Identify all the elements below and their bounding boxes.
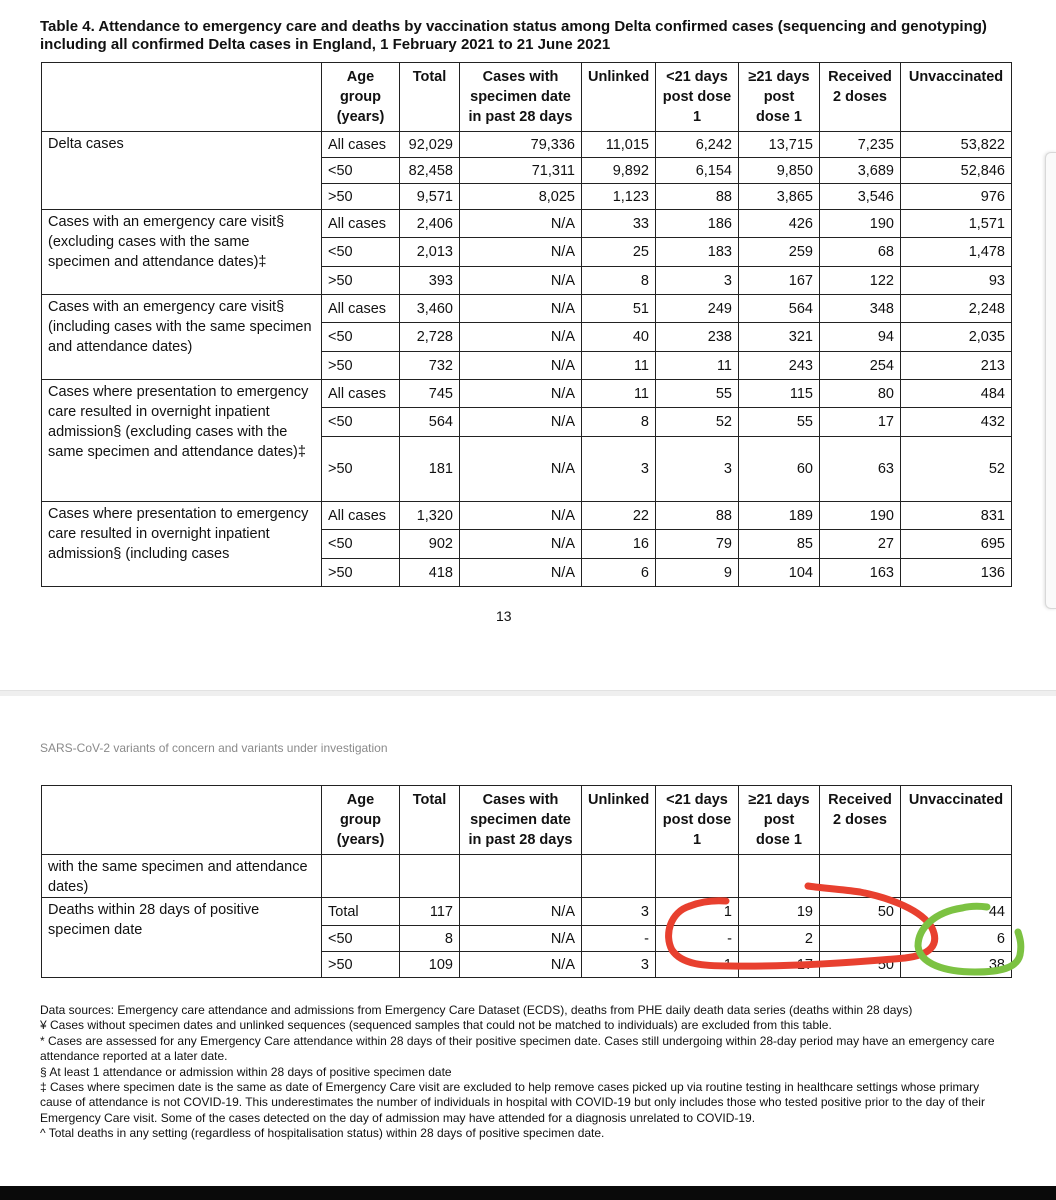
age-group-cell: >50 [322,559,400,587]
value-cell: 167 [739,267,820,295]
age-group-cell: <50 [322,158,400,184]
column-header: Unlinked [582,786,656,855]
value-cell: 745 [400,380,460,408]
value-cell: 8,025 [460,184,582,210]
value-cell: N/A [460,502,582,530]
value-cell: 88 [656,184,739,210]
value-cell: 9,850 [739,158,820,184]
row-category: with the same specimen and attendance dates) [42,855,322,898]
value-cell: 9,892 [582,158,656,184]
column-header: Age group (years) [322,786,400,855]
column-header: Cases with specimen date in past 28 days [460,786,582,855]
value-cell: 6 [901,926,1012,952]
empty-cell [820,855,901,898]
value-cell: 902 [400,530,460,559]
value-cell: 393 [400,267,460,295]
age-group-cell: All cases [322,295,400,323]
row-category: Cases with an emergency care visit§ (excluding cases with the same specimen and attendance dates)‡ [42,210,322,295]
value-cell: 11 [582,352,656,380]
value-cell: 55 [739,408,820,437]
footnote: § At least 1 attendance or admission within 28 days of positive specimen date [40,1064,452,1079]
footnote: * Cases are assessed for any Emergency Care attendance within 28 days of their positive specimen date. Cases still undergoing within 28-day period may have an emergency care attendance reported at a later date. [40,1033,995,1064]
age-group-cell: <50 [322,408,400,437]
value-cell: 189 [739,502,820,530]
value-cell: 44 [901,898,1012,926]
value-cell: N/A [460,408,582,437]
row-category: Cases where presentation to emergency care resulted in overnight inpatient admission§ (including cases [42,502,322,587]
value-cell: 92,029 [400,132,460,158]
column-header: Age group (years) [322,63,400,132]
value-cell: 8 [582,408,656,437]
value-cell: - [656,926,739,952]
column-header: Total [400,786,460,855]
value-cell: 564 [739,295,820,323]
value-cell: 3,865 [739,184,820,210]
table-row [42,380,1012,408]
age-group-cell: >50 [322,437,400,502]
value-cell: 2,406 [400,210,460,238]
value-cell: 163 [820,559,901,587]
value-cell: 6,242 [656,132,739,158]
value-cell: 40 [582,323,656,352]
header-row [42,63,1012,132]
value-cell: 3 [582,898,656,926]
table-row [42,502,1012,530]
value-cell: 16 [582,530,656,559]
column-header [42,63,322,132]
age-group-cell: <50 [322,323,400,352]
value-cell: 50 [820,952,901,978]
value-cell: 11 [656,352,739,380]
value-cell: 22 [582,502,656,530]
empty-cell [901,855,1012,898]
value-cell: 9 [656,559,739,587]
value-cell: 181 [400,437,460,502]
deaths-table [41,785,1012,978]
age-group-cell: <50 [322,238,400,267]
value-cell: 51 [582,295,656,323]
column-header: <21 days post dose 1 [656,63,739,132]
value-cell: 213 [901,352,1012,380]
value-cell: 79,336 [460,132,582,158]
value-cell: 190 [820,210,901,238]
value-cell: 831 [901,502,1012,530]
value-cell: 3 [656,437,739,502]
table-row [42,132,1012,158]
age-group-cell: Total [322,898,400,926]
value-cell: 3 [656,267,739,295]
age-group-cell: >50 [322,267,400,295]
value-cell: 85 [739,530,820,559]
value-cell: 321 [739,323,820,352]
value-cell: 6,154 [656,158,739,184]
table-row [42,210,1012,238]
value-cell: 432 [901,408,1012,437]
table-title: Table 4. Attendance to emergency care and deaths by vaccination status among Delta confirmed cases (sequencing and genotyping) including all confirmed Delta cases in England, 1 February 2021 to 21 June 2021 [40,18,987,53]
value-cell: 17 [820,408,901,437]
empty-cell [739,855,820,898]
value-cell: N/A [460,380,582,408]
value-cell: 52,846 [901,158,1012,184]
empty-cell [582,855,656,898]
value-cell: 183 [656,238,739,267]
value-cell: 52 [901,437,1012,502]
value-cell: 3 [582,952,656,978]
age-group-cell: All cases [322,210,400,238]
value-cell: 104 [739,559,820,587]
value-cell: N/A [460,267,582,295]
value-cell: 259 [739,238,820,267]
value-cell: 52 [656,408,739,437]
value-cell: 2,248 [901,295,1012,323]
value-cell: 418 [400,559,460,587]
value-cell: N/A [460,437,582,502]
table-footnotes [40,1003,1000,1142]
footnote: ‡ Cases where specimen date is the same as date of Emergency Care visit are excluded to help remove cases picked up via routine testing in healthcare settings whose primary cause of attendance is not COVID-19. This underestimates the number of individuals in hospital with COVID-19 but only includes those who tested positive prior to the day of their Emergency Care visit. Some of the cases detected on the day of admission may have attended for a diagnosis unrelated to COVID-19. [40,1080,985,1125]
column-header: Received 2 doses [820,63,901,132]
column-header: Cases with specimen date in past 28 days [460,63,582,132]
age-group-cell: All cases [322,132,400,158]
age-group-cell: >50 [322,952,400,978]
value-cell [820,926,901,952]
table-row [42,295,1012,323]
value-cell: 3 [582,437,656,502]
row-category: Deaths within 28 days of positive specimen date [42,898,322,978]
value-cell: 695 [901,530,1012,559]
value-cell: 94 [820,323,901,352]
value-cell: 348 [820,295,901,323]
value-cell: 3,460 [400,295,460,323]
value-cell: 2,035 [901,323,1012,352]
value-cell: 732 [400,352,460,380]
row-category: Delta cases [42,132,322,210]
empty-cell [460,855,582,898]
value-cell: 1,571 [901,210,1012,238]
delta-emergency-care-table [41,62,1012,587]
age-group-cell: All cases [322,502,400,530]
value-cell: 1,478 [901,238,1012,267]
column-header: Unvaccinated [901,786,1012,855]
value-cell: 3,546 [820,184,901,210]
value-cell: 38 [901,952,1012,978]
value-cell: 88 [656,502,739,530]
value-cell: 33 [582,210,656,238]
value-cell: 1 [656,952,739,978]
footnote: ¥ Cases without specimen dates and unlinked sequences (sequenced samples that could not be matched to individuals) are excluded from this table. [40,1018,832,1033]
value-cell: 243 [739,352,820,380]
value-cell: 71,311 [460,158,582,184]
value-cell: 6 [582,559,656,587]
row-category: Cases with an emergency care visit§ (including cases with the same specimen and attendance dates) [42,295,322,380]
column-header [42,786,322,855]
column-header: Total [400,63,460,132]
bottom-bar [0,1186,1056,1200]
value-cell: N/A [460,238,582,267]
value-cell: 115 [739,380,820,408]
value-cell: 117 [400,898,460,926]
value-cell: 7,235 [820,132,901,158]
value-cell: 1,123 [582,184,656,210]
row-category: Cases where presentation to emergency care resulted in overnight inpatient admission§ (excluding cases with the same specimen and attendance dates)‡ [42,380,322,502]
value-cell: 63 [820,437,901,502]
value-cell: 8 [582,267,656,295]
value-cell: 11 [582,380,656,408]
value-cell: 53,822 [901,132,1012,158]
value-cell: N/A [460,898,582,926]
value-cell: N/A [460,952,582,978]
value-cell: 109 [400,952,460,978]
column-header: Received 2 doses [820,786,901,855]
age-group-cell: All cases [322,380,400,408]
value-cell: 79 [656,530,739,559]
value-cell: 50 [820,898,901,926]
value-cell: 80 [820,380,901,408]
value-cell: 1 [656,898,739,926]
value-cell: 186 [656,210,739,238]
age-group-cell: >50 [322,184,400,210]
value-cell: N/A [460,323,582,352]
value-cell: 13,715 [739,132,820,158]
value-cell: 484 [901,380,1012,408]
footnote: Data sources: Emergency care attendance and admissions from Emergency Care Dataset (ECDS), deaths from PHE daily death data series (deaths within 28 days) [40,1003,913,1017]
age-group-cell: <50 [322,530,400,559]
value-cell: 60 [739,437,820,502]
age-group-cell: >50 [322,352,400,380]
empty-cell [656,855,739,898]
page-number: 13 [496,608,512,624]
value-cell: N/A [460,295,582,323]
value-cell: 426 [739,210,820,238]
value-cell: 3,689 [820,158,901,184]
empty-cell [400,855,460,898]
table-row-continuation [42,855,1012,898]
value-cell: 27 [820,530,901,559]
value-cell: - [582,926,656,952]
value-cell: 1,320 [400,502,460,530]
value-cell: 19 [739,898,820,926]
value-cell: N/A [460,926,582,952]
value-cell: 2,728 [400,323,460,352]
value-cell: 68 [820,238,901,267]
value-cell: 190 [820,502,901,530]
table-row [42,898,1012,926]
value-cell: 9,571 [400,184,460,210]
value-cell: 82,458 [400,158,460,184]
value-cell: 25 [582,238,656,267]
value-cell: 238 [656,323,739,352]
column-header: Unlinked [582,63,656,132]
value-cell: 249 [656,295,739,323]
header-row [42,786,1012,855]
value-cell: 122 [820,267,901,295]
value-cell: N/A [460,559,582,587]
value-cell: 11,015 [582,132,656,158]
value-cell: 8 [400,926,460,952]
value-cell: 976 [901,184,1012,210]
age-group-cell: <50 [322,926,400,952]
value-cell: N/A [460,352,582,380]
running-header: SARS-CoV-2 variants of concern and variants under investigation [40,741,388,755]
value-cell: N/A [460,530,582,559]
value-cell: 2 [739,926,820,952]
value-cell: 2,013 [400,238,460,267]
column-header: ≥21 days post dose 1 [739,786,820,855]
empty-cell [322,855,400,898]
value-cell: N/A [460,210,582,238]
footnote: ^ Total deaths in any setting (regardless of hospitalisation status) within 28 days of positive specimen date. [40,1126,605,1141]
value-cell: 93 [901,267,1012,295]
value-cell: 17 [739,952,820,978]
value-cell: 254 [820,352,901,380]
column-header: Unvaccinated [901,63,1012,132]
value-cell: 136 [901,559,1012,587]
column-header: ≥21 days post dose 1 [739,63,820,132]
value-cell: 55 [656,380,739,408]
value-cell: 564 [400,408,460,437]
column-header: <21 days post dose 1 [656,786,739,855]
scrollbar-handle[interactable] [1045,152,1056,609]
